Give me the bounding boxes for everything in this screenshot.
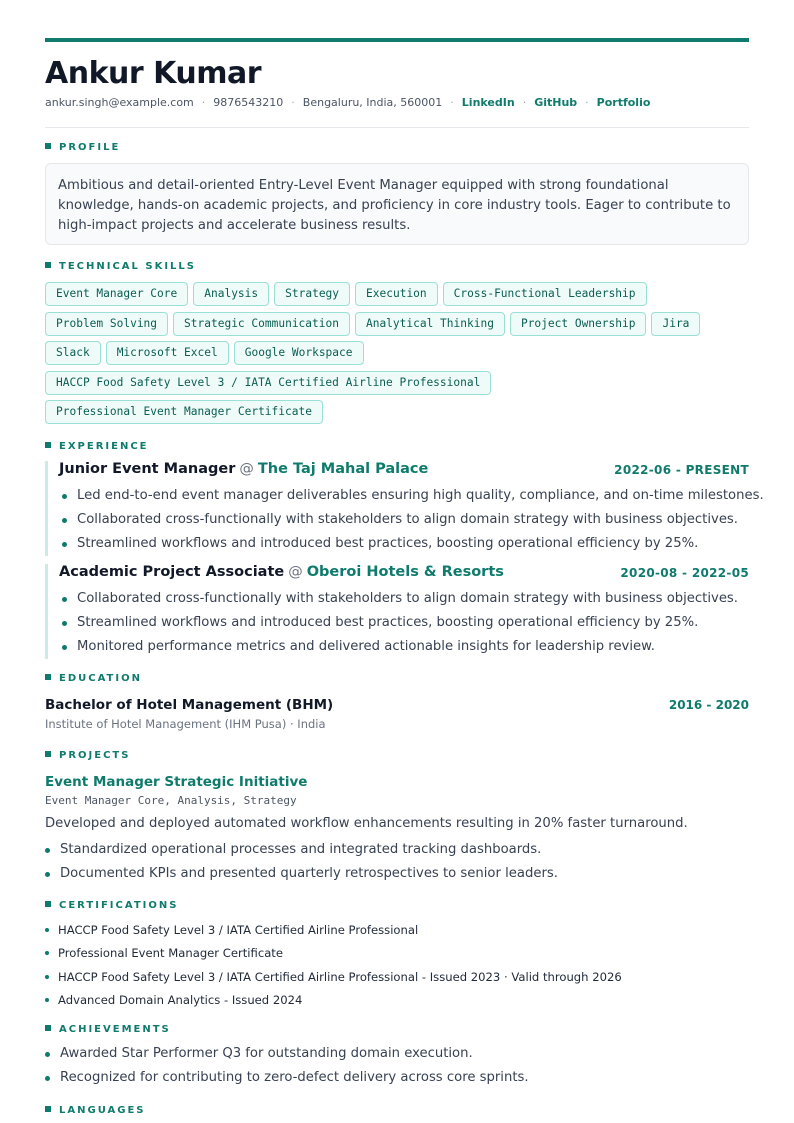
skills-row bbox=[45, 312, 705, 336]
section-title-languages: LANGUAGES bbox=[45, 1105, 145, 1116]
achievements-list bbox=[42, 1042, 746, 1090]
skill-chip: Jira bbox=[651, 312, 700, 336]
list-item: Documented KPIs and presented quarterly retrospectives to senior leaders. bbox=[42, 862, 746, 886]
section-marker-icon bbox=[45, 901, 51, 907]
email[interactable]: ankur.singh@example.com bbox=[45, 96, 194, 109]
list-item: Collaborated cross-functionally with stakeholders to align domain strategy with business objectives. bbox=[59, 587, 749, 611]
bullet-dot-icon bbox=[62, 645, 67, 650]
job-entry bbox=[45, 461, 764, 556]
section-title-achievements: ACHIEVEMENTS bbox=[45, 1024, 171, 1035]
accent-bar bbox=[45, 38, 749, 42]
job-entry bbox=[45, 564, 749, 659]
skills-row bbox=[45, 371, 496, 395]
list-item: Led end-to-end event manager deliverables ensuring high quality, compliance, and on-time milestones. bbox=[59, 484, 749, 508]
project-tech: Event Manager Core, Analysis, Strategy bbox=[45, 794, 297, 807]
section-marker-icon bbox=[45, 751, 51, 757]
skill-chip: Microsoft Excel bbox=[106, 341, 229, 365]
skill-chip: HACCP Food Safety Level 3 / IATA Certified Airline Professional bbox=[45, 371, 491, 395]
job-dates: 2022-06 - PRESENT bbox=[614, 463, 749, 477]
skill-chip: Event Manager Core bbox=[45, 282, 188, 306]
bullet-dot-icon bbox=[62, 494, 67, 499]
list-item: Awarded Star Performer Q3 for outstanding domain execution. bbox=[42, 1042, 746, 1066]
list-item: Advanced Domain Analytics - Issued 2024 bbox=[45, 990, 749, 1013]
skill-chip: Project Ownership bbox=[510, 312, 647, 336]
resume-page bbox=[45, 0, 764, 1123]
linkedin-link[interactable]: LinkedIn bbox=[461, 96, 515, 109]
project-description: Developed and deployed automated workflow enhancements resulting in 20% faster turnaround. bbox=[45, 816, 688, 831]
github-link[interactable]: GitHub bbox=[534, 96, 578, 109]
skill-chip: Google Workspace bbox=[234, 341, 364, 365]
section-title-certifications: CERTIFICATIONS bbox=[45, 900, 178, 911]
section-marker-icon bbox=[45, 1025, 51, 1031]
header-divider bbox=[45, 127, 749, 128]
section-title-experience: EXPERIENCE bbox=[45, 441, 149, 452]
list-item: Monitored performance metrics and delivered actionable insights for leadership review. bbox=[59, 635, 749, 659]
list-item: Collaborated cross-functionally with stakeholders to align domain strategy with business objectives. bbox=[59, 508, 749, 532]
portfolio-link[interactable]: Portfolio bbox=[596, 96, 651, 109]
skill-chip: Cross-Functional Leadership bbox=[443, 282, 647, 306]
bullet-dot-icon bbox=[45, 872, 50, 877]
section-title-projects: PROJECTS bbox=[45, 750, 130, 761]
bullet-dot-icon bbox=[62, 542, 67, 547]
bullet-dot-icon bbox=[45, 998, 49, 1002]
education-degree: Bachelor of Hotel Management (BHM) bbox=[45, 697, 334, 713]
job-company: Oberoi Hotels & Resorts bbox=[306, 564, 504, 580]
skill-chip: Problem Solving bbox=[45, 312, 168, 336]
bullet-dot-icon bbox=[62, 621, 67, 626]
bullet-dot-icon bbox=[62, 597, 67, 602]
section-title-education: EDUCATION bbox=[45, 673, 142, 684]
job-heading: Junior Event Manager @ The Taj Mahal Palace bbox=[59, 461, 429, 477]
skill-chip: Analysis bbox=[193, 282, 269, 306]
skill-chip: Strategy bbox=[274, 282, 350, 306]
job-bullets bbox=[59, 484, 764, 556]
section-marker-icon bbox=[45, 262, 51, 268]
list-item: Streamlined workflows and introduced best practices, boosting operational efficiency by 25%. bbox=[59, 611, 749, 635]
section-marker-icon bbox=[45, 143, 51, 149]
list-item: Standardized operational processes and integrated tracking dashboards. bbox=[42, 838, 746, 862]
job-bullets bbox=[59, 587, 749, 659]
education-dates: 2016 - 2020 bbox=[668, 698, 749, 712]
bullet-dot-icon bbox=[45, 1052, 50, 1057]
certifications-list bbox=[45, 920, 749, 1013]
candidate-name: Ankur Kumar bbox=[45, 56, 261, 91]
job-dates: 2020-08 - 2022-05 bbox=[620, 566, 749, 580]
list-item: HACCP Food Safety Level 3 / IATA Certified Airline Professional bbox=[45, 920, 749, 943]
education-school: Institute of Hotel Management (IHM Pusa) · India bbox=[45, 717, 326, 731]
section-title-skills: TECHNICAL SKILLS bbox=[45, 261, 196, 272]
contact-line: ankur.singh@example.com · 9876543210 · Bengaluru, India, 560001 · LinkedIn · GitHub · Portfolio bbox=[45, 96, 651, 109]
bullet-dot-icon bbox=[45, 975, 49, 979]
skill-chip: Analytical Thinking bbox=[355, 312, 505, 336]
skill-chip: Execution bbox=[355, 282, 438, 306]
section-marker-icon bbox=[45, 674, 51, 680]
project-bullets bbox=[42, 838, 746, 886]
location: Bengaluru, India, 560001 bbox=[302, 96, 443, 109]
skills-row bbox=[45, 341, 369, 365]
section-marker-icon bbox=[45, 1106, 51, 1112]
skill-chip: Strategic Communication bbox=[173, 312, 350, 336]
phone[interactable]: 9876543210 bbox=[213, 96, 284, 109]
bullet-dot-icon bbox=[45, 928, 49, 932]
list-item: Recognized for contributing to zero-defect delivery across core sprints. bbox=[42, 1066, 746, 1090]
bullet-dot-icon bbox=[45, 1076, 50, 1081]
bullet-dot-icon bbox=[45, 951, 49, 955]
section-title-profile: PROFILE bbox=[45, 142, 120, 153]
list-item: HACCP Food Safety Level 3 / IATA Certified Airline Professional - Issued 2023 · Valid through 2026 bbox=[45, 967, 749, 990]
list-item: Professional Event Manager Certificate bbox=[45, 943, 749, 966]
project-title: Event Manager Strategic Initiative bbox=[45, 774, 308, 790]
job-company: The Taj Mahal Palace bbox=[257, 461, 429, 477]
section-marker-icon bbox=[45, 442, 51, 448]
skill-chip: Slack bbox=[45, 341, 101, 365]
job-heading: Academic Project Associate @ Oberoi Hotels & Resorts bbox=[59, 564, 504, 580]
bullet-dot-icon bbox=[62, 518, 67, 523]
skills-row bbox=[45, 400, 328, 424]
job-role: Junior Event Manager bbox=[59, 461, 236, 477]
skills-row bbox=[45, 282, 652, 306]
skill-chip: Professional Event Manager Certificate bbox=[45, 400, 323, 424]
bullet-dot-icon bbox=[45, 848, 50, 853]
profile-summary: Ambitious and detail-oriented Entry-Level Event Manager equipped with strong foundational knowledge, hands-on academic projects, and proficiency in core industry tools. Eager to contribute to high-impact projects and accelerate business results. bbox=[45, 163, 749, 245]
job-role: Academic Project Associate bbox=[59, 564, 285, 580]
list-item: Streamlined workflows and introduced best practices, boosting operational efficiency by 25%. bbox=[59, 532, 749, 556]
